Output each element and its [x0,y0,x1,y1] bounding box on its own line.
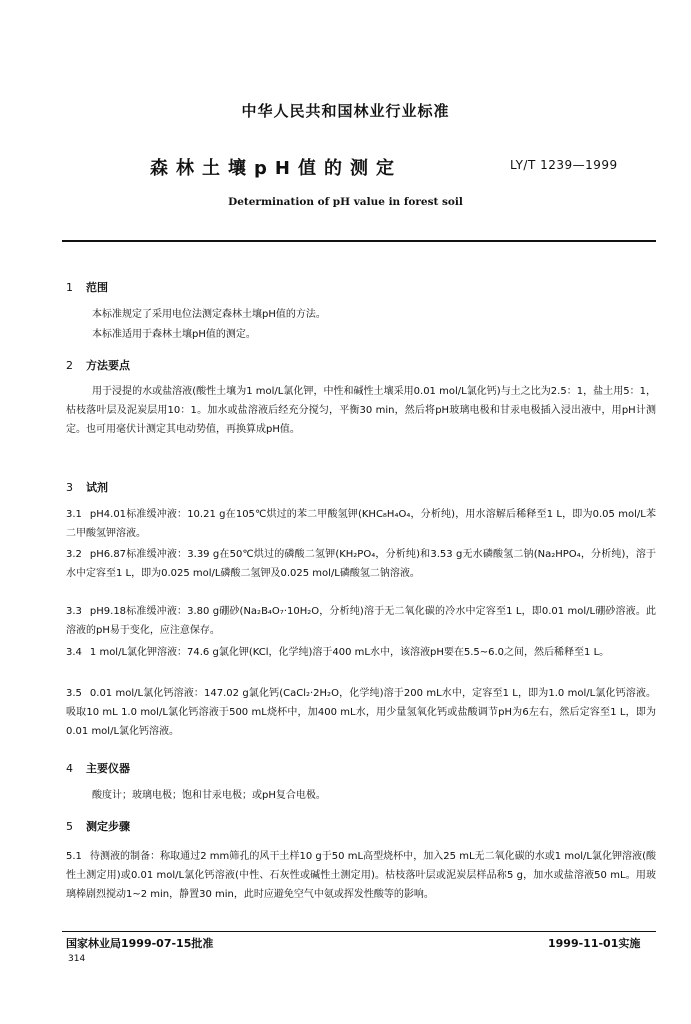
item-number: 3.2 [66,549,82,560]
reagent-item [66,643,656,662]
procedure-item [66,847,656,904]
item-number: 3.3 [66,606,82,617]
section-number: 4 [66,762,73,775]
footer-divider [62,931,656,932]
item-text: 0.01 mol/L氯化钙溶液：147.02 g氯化钙(CaCl₂·2H₂O，化学纯)溶于200 mL水中，定容至1 L，即为1.0 mol/L氯化钙溶液。吸取10 mL 1.0 mol/L氯化钙溶液于500 mL烧杯中，加400 mL水，用少量氢氧化钙或盐酸调节pH为6左右，然后定容至1 L，即为0.01 mol/L氯化钙溶液。 [66,688,656,737]
section-1-heading [66,279,108,295]
header-divider [62,240,656,242]
section-2-paragraph: 用于浸提的水或盐溶液(酸性土壤为1 mol/L氯化钾，中性和碱性土壤采用0.01 mol/L氯化钙)与土之比为2.5：1，盐土用5：1，枯枝落叶层及泥炭层用10：1。加水或盐溶液后经充分搅匀，平衡30 min，然后将pH玻璃电极和甘汞电极插入浸出液中，用pH计测定。也可用毫伏计测定其电动势值，再换算成pH值。 [66,386,656,435]
section-4-heading [66,760,130,776]
standard-code: LY/T 1239—1999 [510,158,618,172]
implementation-date: 1999-11-01实施 [548,937,641,950]
item-number: 5.1 [66,851,82,862]
reagent-item [66,602,656,640]
section-3-heading [66,479,108,495]
section-number: 5 [66,820,73,833]
section-5-heading [66,818,130,834]
approval-date: 国家林业局1999-07-15批准 [66,937,214,950]
section-2-heading [66,357,130,373]
item-text: 待测液的制备：称取通过2 mm筛孔的风干土样10 g于50 mL高型烧杯中，加入25 mL无二氧化碳的水或1 mol/L氯化钾溶液(酸性土测定用)或0.01 mol/L氯化钙溶液(中性、石灰性或碱性土测定用)。枯枝落叶层或泥炭层样品称5 g，加水或盐溶液50 mL。用玻璃棒剧烈搅动1~2 min，静置30 min，此时应避免空气中氨或挥发性酸等的影响。 [66,851,656,900]
section-number: 1 [66,281,73,294]
item-text: pH6.87标准缓冲液：3.39 g在50℃烘过的磷酸二氢钾(KH₂PO₄，分析纯)和3.53 g无水磷酸氢二钠(Na₂HPO₄，分析纯)，溶于水中定容至1 L，即为0.025 mol/L磷酸二氢钾及0.025 mol/L磷酸氢二钠溶液。 [66,549,656,579]
section-title: 方法要点 [86,359,130,372]
section-title: 主要仪器 [86,762,130,775]
item-number: 3.1 [66,509,82,520]
section-title: 范围 [86,281,108,294]
reagent-item [66,505,656,543]
section-title: 测定步骤 [86,820,130,833]
standard-header: 中华人民共和国林业行业标准 [241,102,450,120]
item-text: 1 mol/L氯化钾溶液：74.6 g氯化钾(KCl，化学纯)溶于400 mL水中，该溶液pH要在5.5~6.0之间，然后稀释至1 L。 [89,647,610,658]
section-1-paragraph: 本标准适用于森林土壤pH值的测定。 [92,329,256,340]
item-text: pH9.18标准缓冲液：3.80 g硼砂(Na₂B₄O₇·10H₂O，分析纯)溶于无二氧化碳的冷水中定容至1 L，即0.01 mol/L硼砂溶液。此溶液的pH易于变化，应注意保存。 [66,606,656,636]
reagent-item [66,684,656,741]
item-number: 3.4 [66,647,82,658]
item-number: 3.5 [66,688,82,699]
section-number: 2 [66,359,73,372]
section-title: 试剂 [86,481,108,494]
english-subtitle: Determination of pH value in forest soil [228,196,463,208]
item-text: pH4.01标准缓冲液：10.21 g在105℃烘过的苯二甲酸氢钾(KHC₈H₄O₄，分析纯)，用水溶解后稀释至1 L，即为0.05 mol/L苯二甲酸氢钾溶液。 [66,509,656,539]
section-1-paragraph: 本标准规定了采用电位法测定森林土壤pH值的方法。 [92,309,326,320]
reagent-item [66,545,656,583]
section-4-paragraph: 酸度计；玻璃电极；饱和甘汞电极；或pH复合电极。 [92,790,326,801]
document-title: 森林土壤pH值的测定 [150,158,402,179]
page-number: 314 [68,954,86,964]
section-number: 3 [66,481,73,494]
